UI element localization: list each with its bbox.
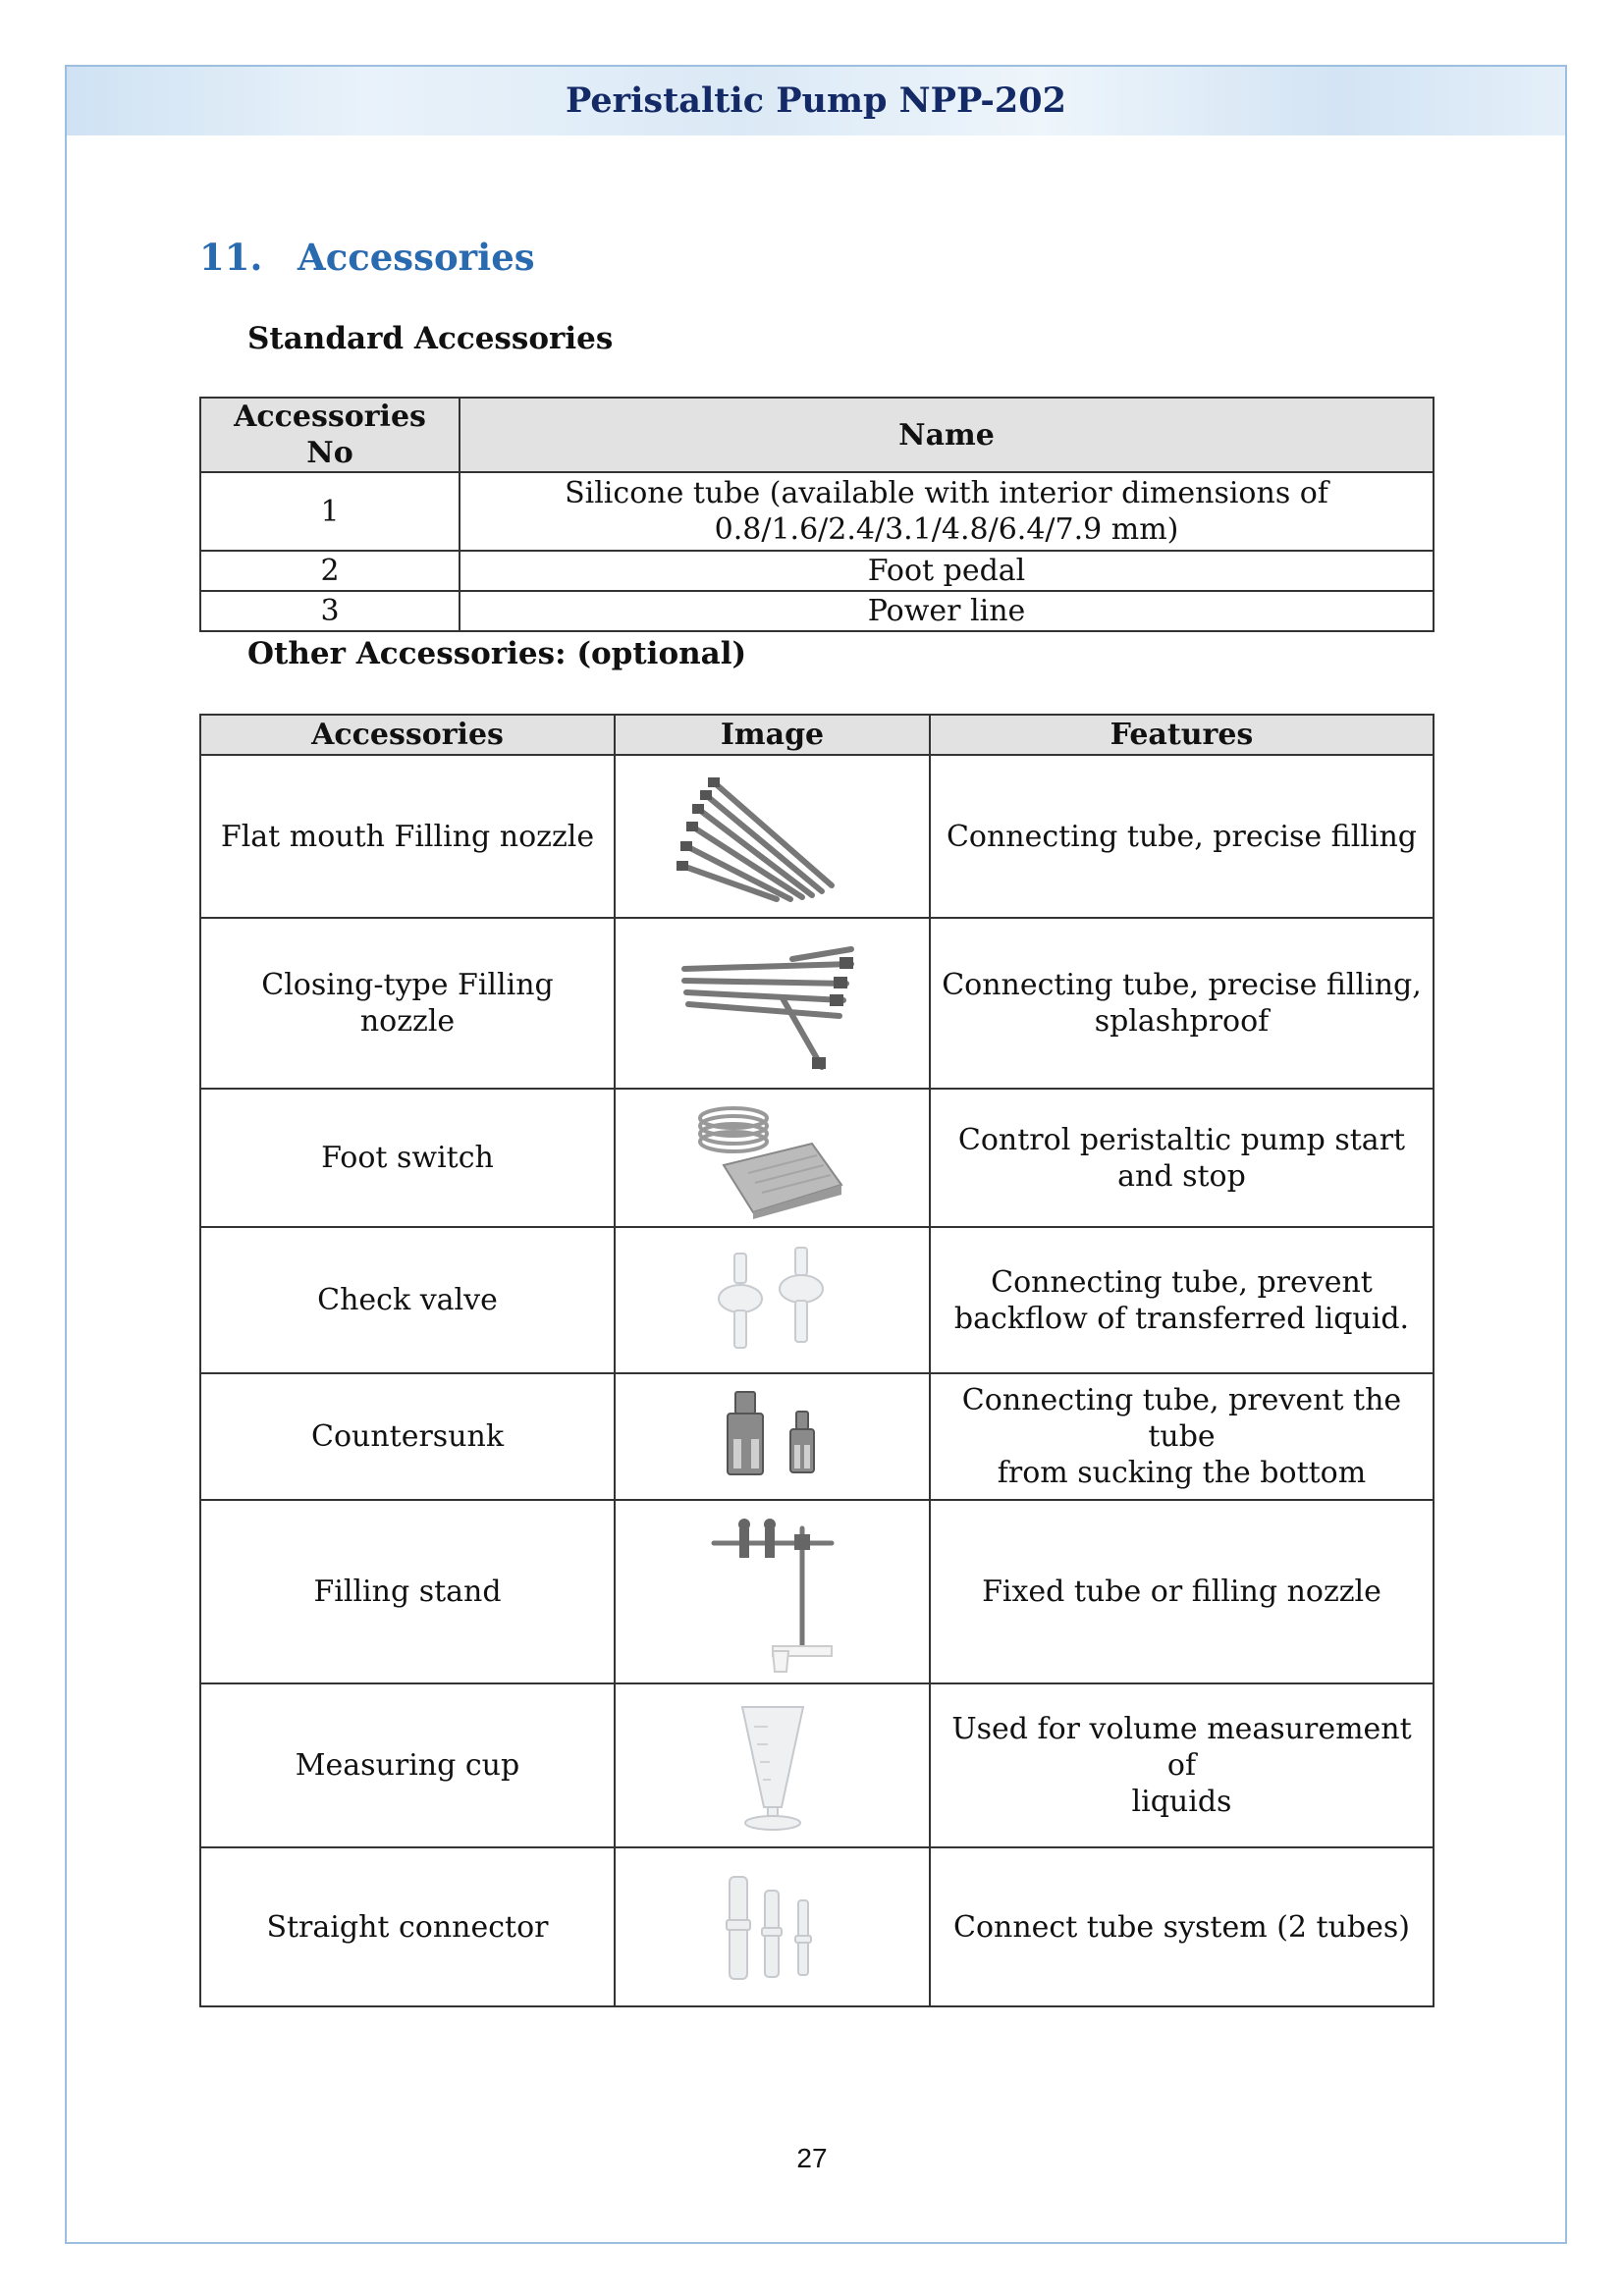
- accessory-feature: [930, 1500, 1434, 1683]
- filling-stand-icon: [704, 1509, 841, 1676]
- accessory-feature: [930, 918, 1434, 1089]
- countersunk-icon: [714, 1388, 832, 1486]
- other-accessories-heading: Other Accessories: (optional): [247, 636, 747, 671]
- accessory-name: Power line: [460, 591, 1434, 631]
- column-header: Name: [460, 398, 1434, 472]
- accessory-no: 1: [200, 472, 460, 551]
- feature-line: backflow of transferred liquid.: [953, 1301, 1410, 1336]
- table-row: [200, 1089, 1434, 1227]
- accessory-image: [615, 1089, 930, 1227]
- accessory-name: Closing-type Filling nozzle: [200, 918, 615, 1089]
- feature-line: Fixed tube or filling nozzle: [982, 1575, 1381, 1609]
- feature-line: Control peristaltic pump start: [957, 1122, 1406, 1157]
- accessory-name-line: Silicone tube (available with interior dimensions of: [565, 476, 1328, 510]
- straight-connector-icon: [714, 1871, 832, 1984]
- other-accessories-table: [199, 714, 1435, 2007]
- table-header-row: [200, 715, 1434, 755]
- accessory-image: [615, 1500, 930, 1683]
- section-title: Accessories: [298, 236, 535, 279]
- table-row: [200, 1847, 1434, 2006]
- accessory-image: [615, 1847, 930, 2006]
- accessory-feature: [930, 1373, 1434, 1500]
- table-row: [200, 918, 1434, 1089]
- accessory-feature: [930, 1683, 1434, 1847]
- accessory-image: [615, 918, 930, 1089]
- table-row: [200, 551, 1434, 591]
- accessory-feature: [930, 755, 1434, 918]
- section-heading: [199, 236, 535, 279]
- document-title: Peristaltic Pump NPP-202: [566, 80, 1066, 121]
- column-header: Image: [615, 715, 930, 755]
- accessory-image: [615, 1373, 930, 1500]
- closing-nozzle-icon: [675, 930, 871, 1077]
- column-header: Accessories: [200, 715, 615, 755]
- accessory-name: Foot switch: [200, 1089, 615, 1227]
- accessory-feature: [930, 1089, 1434, 1227]
- standard-accessories-table: [199, 397, 1435, 632]
- accessory-name: Foot pedal: [460, 551, 1434, 591]
- accessory-no: 3: [200, 591, 460, 631]
- accessory-name: Measuring cup: [200, 1683, 615, 1847]
- accessory-feature: [930, 1847, 1434, 2006]
- accessory-name: Countersunk: [200, 1373, 615, 1500]
- feature-line: Used for volume measurement of: [951, 1712, 1412, 1783]
- feature-line: Connecting tube, prevent: [991, 1264, 1373, 1300]
- feature-line: Connecting tube, precise filling,: [942, 968, 1422, 1002]
- table-row: [200, 1227, 1434, 1373]
- accessory-name: Check valve: [200, 1227, 615, 1373]
- feature-line: splashproof: [1094, 1004, 1270, 1039]
- accessory-name-line: 0.8/1.6/2.4/3.1/4.8/6.4/7.9 mm): [714, 512, 1179, 547]
- accessory-image: [615, 1683, 930, 1847]
- table-row: [200, 1500, 1434, 1683]
- column-header: Accessories No: [200, 398, 460, 472]
- feature-line: Connecting tube, prevent the tube: [961, 1383, 1402, 1454]
- page-number: 27: [796, 2143, 828, 2173]
- accessory-image: [615, 755, 930, 918]
- table-row: [200, 472, 1434, 551]
- foot-switch-icon: [694, 1096, 851, 1219]
- accessory-name: Filling stand: [200, 1500, 615, 1683]
- table-header-row: [200, 398, 1434, 472]
- section-number: 11.: [199, 236, 263, 279]
- table-row: [200, 1683, 1434, 1847]
- column-header: Features: [930, 715, 1434, 755]
- accessory-image: [615, 1227, 930, 1373]
- feature-line: and stop: [1117, 1158, 1246, 1194]
- accessory-name: Flat mouth Filling nozzle: [200, 755, 615, 918]
- accessory-feature: [930, 1227, 1434, 1373]
- table-row: [200, 755, 1434, 918]
- table-row: [200, 591, 1434, 631]
- feature-line: liquids: [1131, 1785, 1232, 1819]
- header-band: [67, 67, 1565, 135]
- accessory-name: [460, 472, 1434, 551]
- check-valve-icon: [709, 1244, 837, 1357]
- standard-accessories-heading: Standard Accessories: [247, 321, 614, 356]
- feature-line: Connect tube system (2 tubes): [953, 1909, 1410, 1945]
- feature-line: from sucking the bottom: [997, 1456, 1367, 1490]
- feature-line: Connecting tube, precise filling: [946, 819, 1418, 854]
- table-row: [200, 1373, 1434, 1500]
- accessory-no: 2: [200, 551, 460, 591]
- measuring-cup-icon: [729, 1697, 817, 1835]
- accessory-name: Straight connector: [200, 1847, 615, 2006]
- flat-nozzle-icon: [675, 768, 871, 905]
